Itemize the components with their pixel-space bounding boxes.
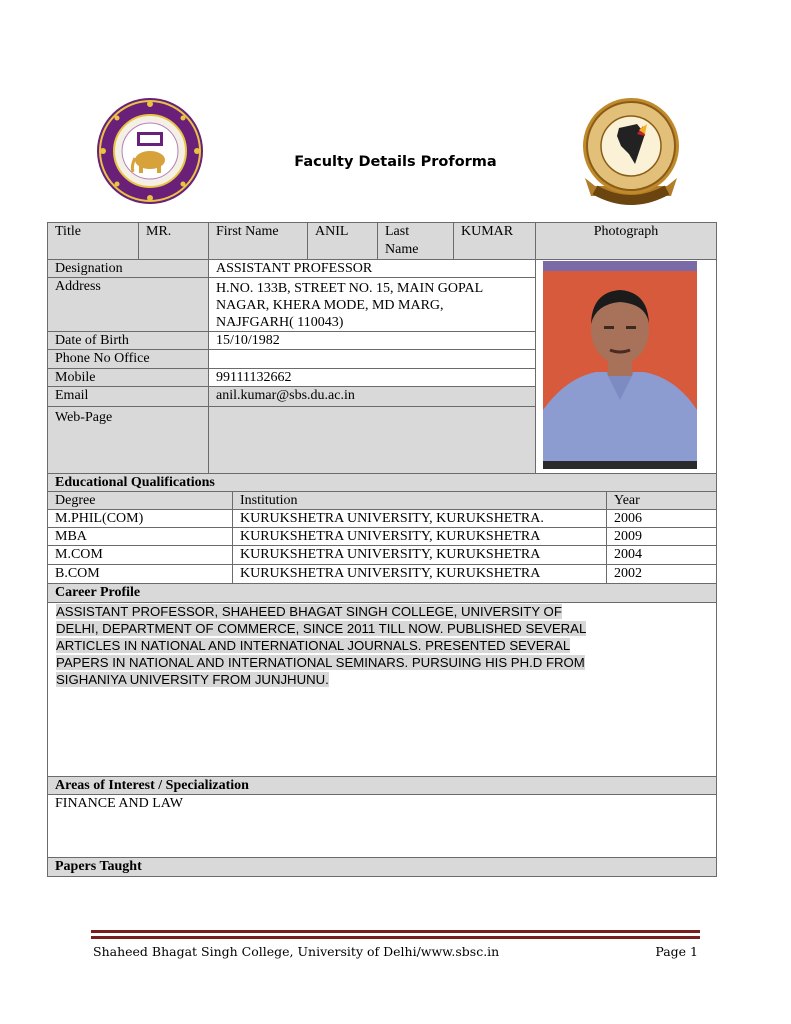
address-line-2: NAGAR, KHERA MODE, MD MARG, [216,298,444,313]
education-degree: B.COM [47,564,233,584]
phone-office-value [208,349,536,369]
last-name-label-line1: Last [385,224,410,239]
education-degree: MBA [47,527,233,546]
mobile-value: 99111132662 [208,368,536,387]
papers-heading: Papers Taught [47,857,717,877]
sbsc-college-crest-icon [581,94,681,206]
faculty-photo [536,260,716,473]
interests-heading: Areas of Interest / Specialization [47,776,717,795]
interests-value: FINANCE AND LAW [47,794,717,858]
photograph-cell [535,259,717,474]
title-value: MR. [138,222,209,260]
footer-text: Shaheed Bhagat Singh College, University of Delhi/www.sbsc.in [93,944,500,959]
address-line-3: NAJFGARH( 110043) [216,315,344,330]
address-line-1: H.NO. 133B, STREET NO. 15, MAIN GOPAL [216,281,484,296]
footer-page-number: Page 1 [655,944,698,959]
address-label: Address [47,277,209,332]
email-value: anil.kumar@sbs.du.ac.in [208,386,536,407]
education-degree: M.PHIL(COM) [47,509,233,528]
first-name-label: First Name [208,222,308,260]
webpage-label: Web-Page [47,406,209,474]
career-line-2: DELHI, DEPARTMENT OF COMMERCE, SINCE 2011 TILL NOW. PUBLISHED SEVERAL [56,621,587,636]
first-name-value: ANIL [307,222,378,260]
education-institution: KURUKSHETRA UNIVERSITY, KURUKSHETRA [232,545,607,565]
university-of-delhi-seal-icon [95,96,205,206]
footer-rule-top [91,930,700,933]
email-label: Email [47,386,209,407]
education-col-year: Year [606,491,717,510]
education-col-degree: Degree [47,491,233,510]
dob-label: Date of Birth [47,331,209,350]
last-name-label-line2: Name [385,242,419,257]
education-year: 2009 [606,527,717,546]
address-value [208,277,536,332]
education-institution: KURUKSHETRA UNIVERSITY, KURUKSHETRA. [232,509,607,528]
education-year: 2004 [606,545,717,565]
last-name-label [377,222,454,260]
last-name-value: KUMAR [453,222,536,260]
phone-office-label: Phone No Office [47,349,209,369]
education-heading: Educational Qualifications [47,473,717,492]
webpage-value [208,406,536,474]
education-institution: KURUKSHETRA UNIVERSITY, KURUKSHETRA [232,564,607,584]
title-label: Title [47,222,139,260]
page-title: Faculty Details Proforma [294,154,497,170]
career-line-3: ARTICLES IN NATIONAL AND INTERNATIONAL JOURNALS. PRESENTED SEVERAL [56,638,571,653]
designation-value: ASSISTANT PROFESSOR [208,259,536,278]
photograph-label: Photograph [535,222,717,260]
education-year: 2006 [606,509,717,528]
designation-label: Designation [47,259,209,278]
career-line-5: SIGHANIYA UNIVERSITY FROM JUNJHUNU. [56,672,329,687]
mobile-label: Mobile [47,368,209,387]
education-year: 2002 [606,564,717,584]
education-col-institution: Institution [232,491,607,510]
career-profile-text [47,602,717,777]
footer-rule-bottom [91,936,700,939]
career-heading: Career Profile [47,583,717,603]
dob-value: 15/10/1982 [208,331,536,350]
career-line-4: PAPERS IN NATIONAL AND INTERNATIONAL SEMINARS. PURSUING HIS PH.D FROM [56,655,585,670]
education-degree: M.COM [47,545,233,565]
career-line-1: ASSISTANT PROFESSOR, SHAHEED BHAGAT SINGH COLLEGE, UNIVERSITY OF [56,604,562,619]
education-institution: KURUKSHETRA UNIVERSITY, KURUKSHETRA [232,527,607,546]
